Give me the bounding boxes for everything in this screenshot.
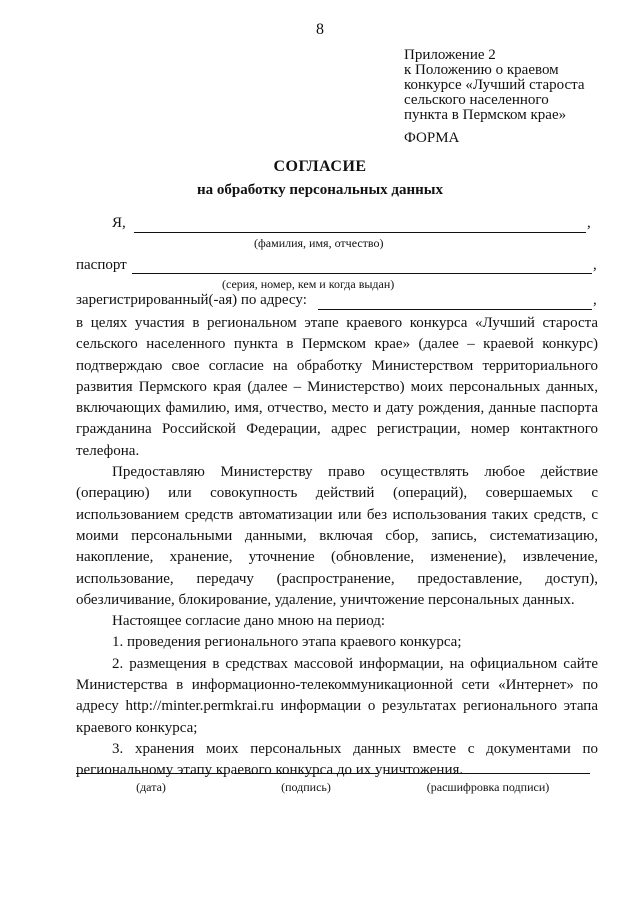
document-title: СОГЛАСИЕ <box>273 158 367 175</box>
appendix-line: пункта в Пермском крае» <box>404 107 567 123</box>
name-line[interactable] <box>134 232 586 233</box>
appendix-line: Приложение 2 <box>404 47 496 63</box>
form-label: ФОРМА <box>404 130 460 146</box>
signature-line[interactable] <box>234 773 378 774</box>
date-line[interactable] <box>76 773 226 774</box>
date-caption: (дата) <box>136 780 166 794</box>
period-item: 2. размещения в средствах массовой информации, на официальном сайте Министерства в информационно-телекоммуникационной сети «Интернет» по адресу http://minter.permkrai.ru информации о результатах регионального этапа краевого конкурса; <box>76 655 598 736</box>
passport-prefix: паспорт <box>76 257 127 273</box>
passport-suffix: , <box>593 257 597 273</box>
signature-caption: (подпись) <box>281 780 331 794</box>
period-item: 3. хранения моих персональных данных вместе с документами по региональному этапу краевого конкурса до их уничтожения. <box>76 740 598 779</box>
passport-caption: (серия, номер, кем и когда выдан) <box>222 277 395 291</box>
passport-line[interactable] <box>132 273 592 274</box>
consent-paragraph: в целях участия в региональном этапе краевого конкурса «Лучший староста сельского населенного пункта в Пермском крае» (далее – краевой конкурс) подтверждаю свое согласие на обработку Министерством территориального развития Пермского края (далее – Министерство) моих персональных данных, включающих фамилию, имя, отчество, место и дату рождения, данные паспорта гражданина Российской Федерации, адрес регистрации, номер контактного телефона. <box>76 315 598 459</box>
name-suffix: , <box>587 215 591 231</box>
appendix-line: к Положению о краевом <box>404 62 559 78</box>
decoding-caption: (расшифровка подписи) <box>426 780 550 794</box>
consent-body <box>76 313 598 782</box>
address-line[interactable] <box>318 309 592 310</box>
document-subtitle: на обработку персональных данных <box>197 182 443 198</box>
appendix-line: сельского населенного <box>404 92 549 108</box>
appendix-block <box>404 48 634 123</box>
name-prefix: Я, <box>112 215 126 231</box>
rights-paragraph: Предоставляю Министерству право осуществлять любое действие (операцию) или совокупность действий (операций), совершаемых с использованием средств автоматизации или без использования таких средств, с моими персональными данными, включая сбор, запись, систематизацию, накопление, хранение, уточнение (обновление, изменение), извлечение, использование, передачу (распространение, предоставление, доступ), обезличивание, блокирование, удаление, уничтожение персональных данных. <box>76 464 598 608</box>
period-paragraph: Настоящее согласие дано мною на период: <box>112 613 386 630</box>
period-item: 1. проведения регионального этапа краевого конкурса; <box>112 634 462 651</box>
page-number: 8 <box>316 21 324 38</box>
appendix-line: конкурсе «Лучший староста <box>404 77 585 93</box>
decoding-line[interactable] <box>386 773 590 774</box>
address-suffix: , <box>593 292 597 308</box>
address-prefix: зарегистрированный(-ая) по адресу: <box>76 292 307 308</box>
name-caption: (фамилия, имя, отчество) <box>254 236 384 250</box>
